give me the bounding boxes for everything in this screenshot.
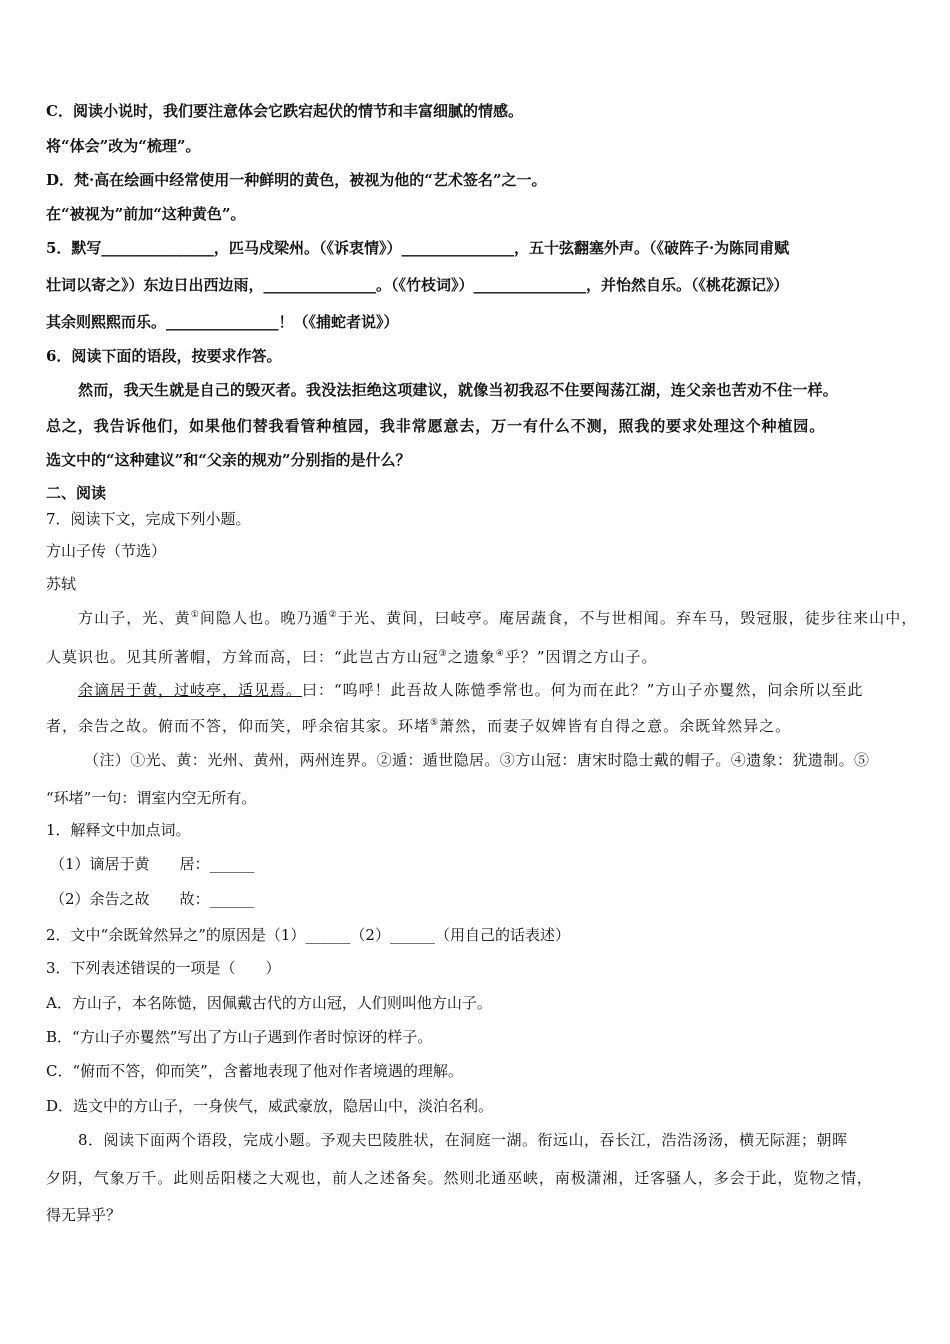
passage-text: 萧然，而妻子奴婢皆有自得之意。余既耸然异之。 xyxy=(439,717,792,735)
sub-question-3-option-a: A．方山子，本名陈慥，因佩戴古代的方山冠，人们则叫他方山子。 xyxy=(46,994,492,1012)
passage-text: 方山子，光、黄 xyxy=(78,609,191,627)
sub-question-3-option-d: D．选文中的方山子，一身侠气，威武豪放，隐居山中，淡泊名利。 xyxy=(46,1097,494,1115)
passage-text: 于光、黄间，曰岐亭。庵居蔬食，不与世相闻。弃车马，毁冠服，徒步往来山中， xyxy=(337,609,918,627)
passage-paragraph-2 xyxy=(78,680,863,700)
question-5-line-2: 壮词以寄之》）东边日出西边雨，_______________。（《竹枝词》）_______________，并怡然自乐。（《桃花源记》） xyxy=(46,276,789,294)
passage-title: 方山子传（节选） xyxy=(46,542,167,560)
footnote-marker: ③ xyxy=(438,649,448,659)
question-8-line-2: 夕阴，气象万千。此则岳阳楼之大观也，前人之述备矣。然则北通巫峡，南极潇湘，迁客骚人，多会于此，览物之情， xyxy=(46,1169,873,1187)
passage-author: 苏轼 xyxy=(46,575,77,593)
passage-text: 乎？”因谓之方山子。 xyxy=(504,648,658,666)
question-8-line-1: 8．阅读下面两个语段，完成小题。予观夫巴陵胜状，在洞庭一湖。衔远山，吞长江，浩浩汤汤，横无际涯；朝晖 xyxy=(78,1131,848,1149)
passage-paragraph-2-cont xyxy=(46,716,791,736)
passage-text: 人莫识也。见其所著帽，方耸而高，曰：“此岂古方山冠 xyxy=(46,648,439,666)
question-5-line-1: 5．默写_______________，匹马戍梁州。（《诉衷情》）_______________，五十弦翻塞外声。（《破阵子·为陈同甫赋 xyxy=(46,239,790,257)
sub-question-2: 2．文中“余既耸然异之”的原因是（1）______（2）______（用自己的话表述） xyxy=(46,926,570,944)
passage-text: 间隐人也。晚乃遁 xyxy=(199,609,329,627)
passage-text: 曰：“呜呼！此吾故人陈慥季常也。何为而在此？”方山子亦矍然，问余所以至此 xyxy=(302,681,864,699)
footnote-marker: ① xyxy=(190,610,200,620)
footnote-marker: ② xyxy=(328,610,338,620)
sub-question-3-option-c: C．“俯而不答，仰而笑”，含蓄地表现了他对作者境遇的理解。 xyxy=(46,1062,463,1080)
question-7-title: 7．阅读下文，完成下列小题。 xyxy=(46,510,251,528)
option-d-correction: 在“被视为”前加“这种黄色”。 xyxy=(46,205,246,223)
option-c-sentence: C．阅读小说时，我们要注意体会它跌宕起伏的情节和丰富细腻的情感。 xyxy=(46,102,523,120)
option-d-sentence: D．梵·高在绘画中经常使用一种鲜明的黄色，被视为他的“艺术签名”之一。 xyxy=(46,171,547,189)
option-c-correction: 将“体会”改为“梳理”。 xyxy=(46,137,201,155)
underlined-sentence: 余谪居于黄，过岐亭，适见焉。 xyxy=(78,681,303,699)
passage-paragraph-1-cont xyxy=(46,647,658,667)
question-6-prompt: 选文中的“这种建议”和“父亲的规劝”分别指的是什么？ xyxy=(46,451,411,469)
passage-paragraph-1 xyxy=(78,608,917,628)
footnote-marker: ④ xyxy=(495,649,505,659)
sub-question-3-option-b: B．“方山子亦矍然”写出了方山子遇到作者时惊讶的样子。 xyxy=(46,1028,433,1046)
sub-question-1-item-2: （2）余告之故 故：______ xyxy=(50,890,255,908)
footnote-marker: ⑤ xyxy=(430,718,440,728)
sub-question-1: 1．解释文中加点词。 xyxy=(46,821,191,839)
question-6-paragraph-1: 然而，我天生就是自己的毁灭者。我没法拒绝这项建议，就像当初我忍不住要闯荡江湖，连父亲也苦劝不住一样。 xyxy=(78,381,839,399)
passage-notes-line-1: （注）①光、黄：光州、黄州，两州连界。②遁：遁世隐居。③方山冠：唐宋时隐士戴的帽子。④遗象：犹遗制。⑤ xyxy=(84,751,870,769)
question-6-paragraph-2: 总之，我告诉他们，如果他们替我看管种植园，我非常愿意去，万一有什么不测，照我的要求处理这个种植园。 xyxy=(46,417,826,435)
question-5-line-3: 其余则熙熙而乐。_______________！（《捕蛇者说》） xyxy=(46,313,399,331)
sub-question-1-item-1: （1）谪居于黄 居：______ xyxy=(50,855,255,873)
section-2-heading: 二、阅读 xyxy=(46,484,107,502)
passage-text: 者，余告之故。俯而不答，仰而笑，呼余宿其家。环堵 xyxy=(46,717,431,735)
passage-text: 之遗象 xyxy=(447,648,496,666)
passage-notes-line-2: “环堵”一句：谓室内空无所有。 xyxy=(46,789,257,807)
sub-question-3: 3．下列表述错误的一项是（ ） xyxy=(46,959,281,977)
question-8-line-3: 得无异乎？ xyxy=(46,1206,122,1224)
question-6-title: 6．阅读下面的语段，按要求作答。 xyxy=(46,347,282,365)
